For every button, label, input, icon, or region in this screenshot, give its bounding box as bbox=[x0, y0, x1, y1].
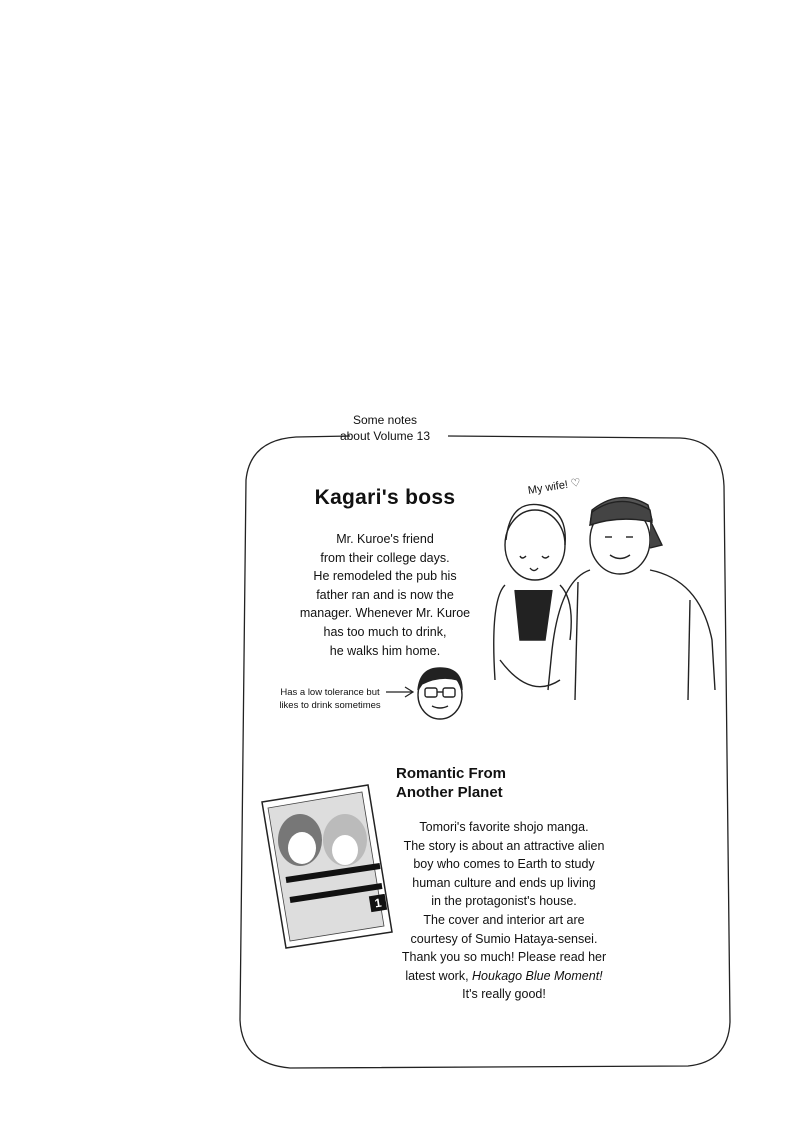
body-line: manager. Whenever Mr. Kuroe bbox=[299, 606, 471, 621]
section-body bbox=[270, 530, 500, 660]
body-line: Thank you so much! Please read her bbox=[401, 950, 607, 965]
body-line: The story is about an attractive alien bbox=[403, 838, 605, 853]
speech-text: My wife! ♡ bbox=[527, 476, 582, 497]
title-line: Romantic From bbox=[396, 765, 507, 782]
header-line: about Volume 13 bbox=[339, 429, 431, 443]
body-line: from their college days. bbox=[320, 550, 450, 565]
work-title: Houkago Blue Moment! bbox=[472, 968, 603, 983]
body-line: The cover and interior art are bbox=[423, 912, 585, 927]
body-line: Tomori's favorite shojo manga. bbox=[419, 820, 589, 834]
manga-cover-illustration bbox=[262, 785, 392, 948]
body-line: father ran and is now the bbox=[316, 587, 454, 602]
note-line: Has a low tolerance but bbox=[280, 687, 380, 698]
section-body bbox=[388, 818, 620, 1004]
body-line: has too much to drink, bbox=[323, 624, 447, 639]
body-line: human culture and ends up living bbox=[412, 875, 596, 890]
book-volume-number: 1 bbox=[369, 894, 387, 912]
body-line: Mr. Kuroe's friend bbox=[336, 532, 434, 546]
page-header bbox=[330, 412, 440, 444]
title-line: Another Planet bbox=[396, 784, 503, 801]
section-title: Kagari's boss bbox=[314, 486, 456, 509]
line-prefix: latest work, bbox=[405, 968, 473, 983]
body-line: He remodeled the pub his bbox=[313, 569, 457, 584]
section-title bbox=[396, 764, 576, 802]
body-line: in the protagonist's house. bbox=[431, 894, 577, 909]
note-line: likes to drink sometimes bbox=[279, 700, 381, 711]
side-note bbox=[266, 686, 394, 712]
kuroe-face-icon bbox=[418, 668, 462, 719]
body-line: It's really good! bbox=[462, 987, 546, 1002]
body-line: courtesy of Sumio Hataya-sensei. bbox=[410, 931, 598, 946]
body-line: he walks him home. bbox=[329, 643, 441, 658]
body-line: boy who comes to Earth to study bbox=[413, 857, 595, 872]
header-line: Some notes bbox=[352, 413, 418, 427]
body-line bbox=[388, 967, 620, 986]
couple-illustration bbox=[494, 498, 715, 700]
